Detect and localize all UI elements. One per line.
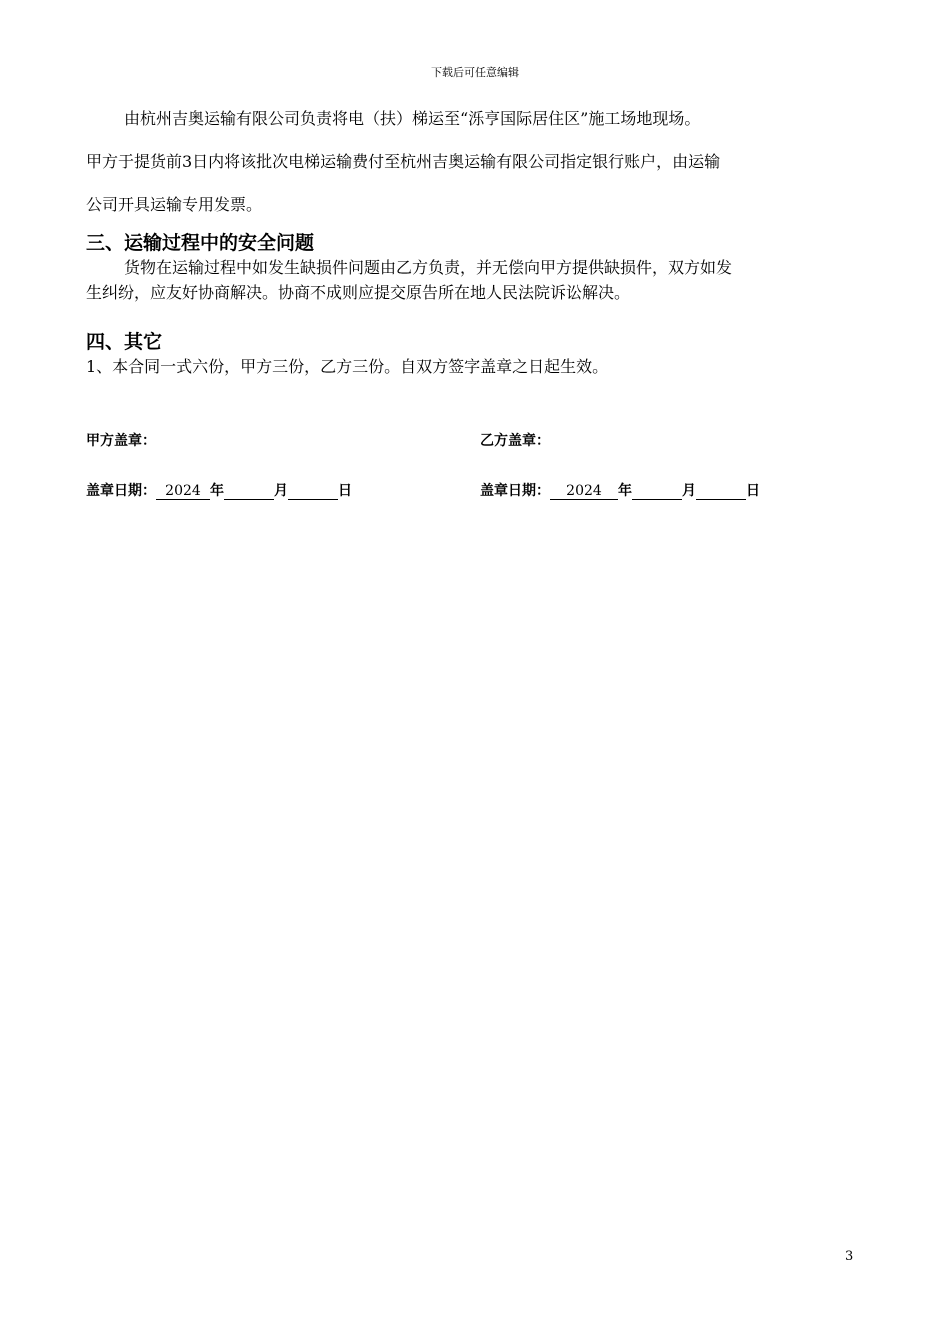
year-field[interactable]: 2024 xyxy=(550,482,618,500)
section-3-heading: 三、运输过程中的安全问题 xyxy=(86,232,315,254)
safety-line-1: 货物在运输过程中如发生缺损件问题由乙方负责，并无偿向甲方提供缺损件，双方如发 xyxy=(124,258,733,277)
day-field[interactable] xyxy=(696,482,746,500)
transport-line-3: 公司开具运输专用发票。 xyxy=(86,195,263,214)
other-line-1: 1、本合同一式六份，甲方三份，乙方三份。自双方签字盖章之日起生效。 xyxy=(86,357,609,376)
month-field[interactable] xyxy=(224,482,274,500)
month-unit: 月 xyxy=(682,483,696,499)
party-a-seal-label: 甲方盖章： xyxy=(86,433,156,449)
year-unit: 年 xyxy=(618,483,632,499)
header-note: 下载后可任意编辑 xyxy=(431,66,519,79)
party-b-seal-label: 乙方盖章： xyxy=(480,433,550,449)
month-field[interactable] xyxy=(632,482,682,500)
safety-line-2: 生纠纷，应友好协商解决。协商不成则应提交原告所在地人民法院诉讼解决。 xyxy=(86,283,631,302)
transport-line-1: 由杭州吉奥运输有限公司负责将电（扶）梯运至“泺亨国际居住区”施工场地现场。 xyxy=(124,109,701,128)
safety-paragraph xyxy=(86,255,856,305)
month-unit: 月 xyxy=(274,483,288,499)
page-number: 3 xyxy=(845,1249,854,1264)
transport-line-2: 甲方于提货前3日内将该批次电梯运输费付至杭州吉奥运输有限公司指定银行账户，由运输 xyxy=(86,152,721,171)
party-a-seal-date xyxy=(86,482,352,500)
date-label: 盖章日期： xyxy=(86,483,156,499)
year-unit: 年 xyxy=(210,483,224,499)
day-unit: 日 xyxy=(746,483,760,499)
other-paragraph xyxy=(86,354,856,379)
transport-paragraph xyxy=(86,97,856,226)
day-field[interactable] xyxy=(288,482,338,500)
year-field[interactable]: 2024 xyxy=(156,482,210,500)
party-b-seal-date xyxy=(480,482,760,500)
day-unit: 日 xyxy=(338,483,352,499)
date-label: 盖章日期： xyxy=(480,483,550,499)
section-4-heading: 四、其它 xyxy=(86,331,163,353)
